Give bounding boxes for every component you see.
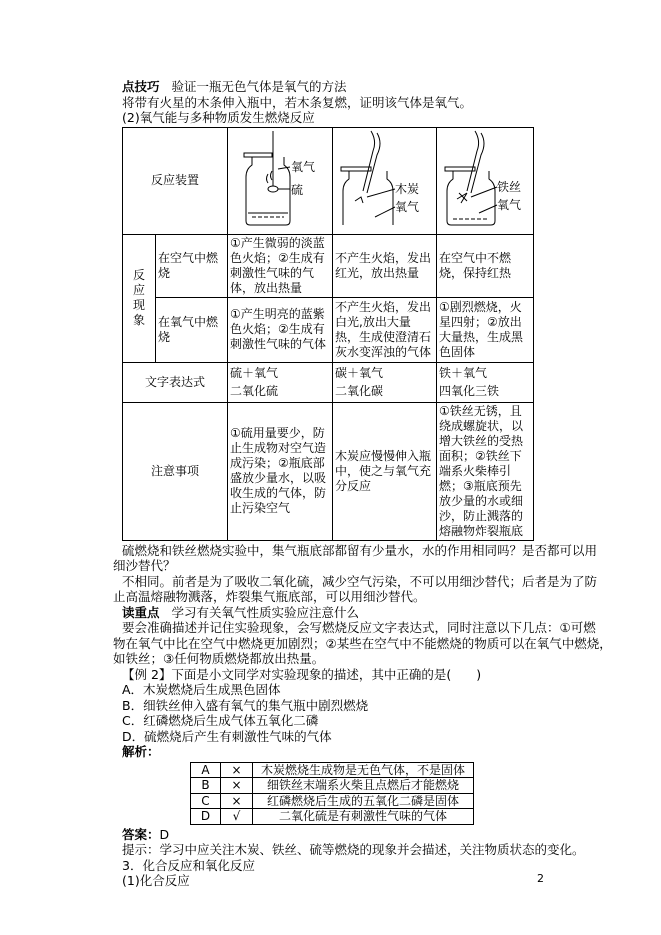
char: 现 xyxy=(132,298,145,312)
row-label-notes: 注意事项 xyxy=(123,402,228,540)
option-d: D．硫燃烧后产生有刺激性气味的气体 xyxy=(122,728,332,744)
row-label-oxygen: 在氧气中燃烧 xyxy=(156,297,228,362)
table-row xyxy=(191,762,474,778)
key-text: 物在氧气中比在空气中燃烧更加剧烈；②某些在空气中不能燃烧的物质可以在氧气中燃烧， xyxy=(113,635,612,651)
iron-bottle-icon xyxy=(439,129,531,229)
row-label-phenomenon xyxy=(123,234,156,362)
iron-apparatus xyxy=(437,127,534,234)
content-flow xyxy=(113,79,612,889)
sulfur-bottle-icon xyxy=(230,129,328,229)
tip-text: 将带有火星的木条伸入瓶中，若木条复燃，证明该气体是氧气。 xyxy=(122,94,473,110)
page-number: 2 xyxy=(537,872,544,885)
row-label-air: 在空气中燃烧 xyxy=(156,234,228,297)
product: 二氧化硫 xyxy=(230,383,279,398)
char: 象 xyxy=(132,313,145,327)
analysis-label: 解析： xyxy=(122,744,160,759)
cell: 木炭应慢慢伸入瓶中，使之与氧气充分反应 xyxy=(333,402,437,540)
cell: 二氧化硫是有刺激性气味的气体 xyxy=(253,809,474,825)
option-b: B．细铁丝伸入盛有氧气的集气瓶中剧烈燃烧 xyxy=(122,697,369,713)
cell xyxy=(333,362,437,402)
key-title: 学习有关氧气性质实验应注意什么 xyxy=(171,604,359,620)
label-oxygen: 氧气 xyxy=(395,199,420,214)
label-sulfur: 硫 xyxy=(291,182,304,197)
table-row xyxy=(191,809,474,825)
label-oxygen: 氧气 xyxy=(291,159,316,174)
cell: A xyxy=(191,762,221,778)
answer-line: 止高温熔融物溅落，炸裂集气瓶底部，可以用细沙替代。 xyxy=(113,589,426,604)
answer-label: 答案： xyxy=(122,826,160,842)
key-label: 读重点 xyxy=(122,604,160,620)
answer-line: 不相同。前者是为了吸收二氧化硫，减少空气污染，不可以用细沙替代；后者是为了防 xyxy=(122,573,598,589)
label-charcoal: 木炭 xyxy=(395,181,420,196)
cell: ①硫用量要少，防止生成物对空气造成污染；②瓶底部盛放少量水，以吸收生成的气体，防止污染空气 xyxy=(228,402,333,540)
cell: √ xyxy=(221,809,253,825)
label-iron: 铁丝 xyxy=(497,179,522,194)
answer-value: D xyxy=(159,826,170,842)
cell: ①铁丝无锈，且绕成螺旋状，以增大铁丝的受热面积；②铁丝下端系火柴棒引燃；③瓶底预先放少量的水或细沙，防止溅落的熔融物炸裂瓶底 xyxy=(437,402,534,540)
option-c: C．红磷燃烧后生成气体五氧化二磷 xyxy=(122,713,319,728)
table-row xyxy=(191,793,474,809)
question-line: 硫燃烧和铁丝燃烧实验中，集气瓶底部都留有少量水，水的作用相同吗？是否都可以用 xyxy=(122,542,598,558)
reactants: 铁＋氧气 xyxy=(439,365,488,380)
answer-line xyxy=(113,827,558,843)
reactants: 碳＋氧气 xyxy=(335,365,384,380)
analysis-table xyxy=(190,762,474,825)
example-question: 【例 2】下面是小文同学对实验现象的描述，其中正确的是( ) xyxy=(122,666,482,682)
label-oxygen: 氧气 xyxy=(497,197,522,212)
cell: D xyxy=(191,809,221,825)
section-heading: (2)氧气能与多种物质发生燃烧反应 xyxy=(122,110,315,125)
row-label-expression: 文字表达式 xyxy=(123,362,228,402)
charcoal-bottle-icon xyxy=(335,129,433,229)
tip-title: 验证一瓶无色气体是氧气的方法 xyxy=(171,79,347,94)
key-point-line xyxy=(113,605,558,621)
char: 应 xyxy=(132,283,145,297)
section-heading: 3．化合反应和氧化反应 xyxy=(122,857,255,873)
cell: 细铁丝末端系火柴且点燃后才能燃烧 xyxy=(253,778,474,794)
key-text: 如铁丝；③任何物质燃烧都放出热量。 xyxy=(113,651,325,666)
cell: 不产生火焰，发出红光，放出热量 xyxy=(333,234,437,297)
product: 四氧化三铁 xyxy=(439,383,500,398)
cell: ①剧烈燃烧，火星四射；②放出大量热，生成黑色固体 xyxy=(437,297,534,362)
cell: ①产生微弱的淡蓝色火焰；②生成有刺激性气味的气体，放出热量 xyxy=(228,234,333,297)
key-text: 要会准确描述并记住实验现象，会写燃烧反应文字表达式，同时注意以下几点：①可燃 xyxy=(122,620,596,635)
tip-line xyxy=(113,79,558,95)
cell: C xyxy=(191,793,221,809)
cell: B xyxy=(191,778,221,794)
cell: × xyxy=(221,793,253,809)
row-label-device: 反应装置 xyxy=(123,127,228,234)
cell: × xyxy=(221,762,253,778)
hint-text: 提示：学习中应关注木炭、铁丝、硫等燃烧的现象并会描述，关注物质状态的变化。 xyxy=(122,842,585,857)
reactants: 硫＋氧气 xyxy=(230,365,279,380)
cell: 木炭燃烧生成物是无色气体，不是固体 xyxy=(253,762,474,778)
product: 二氧化碳 xyxy=(335,383,384,398)
tip-label: 点技巧 xyxy=(122,79,160,94)
cell: 在空气中不燃烧，保持红热 xyxy=(437,234,534,297)
cell: 红磷燃烧后生成的五氧化二磷是固体 xyxy=(253,793,474,809)
char: 反 xyxy=(132,268,145,282)
question-line: 细沙替代？ xyxy=(113,558,176,573)
cell: × xyxy=(221,778,253,794)
table-row xyxy=(191,778,474,794)
cell xyxy=(228,362,333,402)
combustion-table xyxy=(122,127,534,541)
subsection-heading: (1)化合反应 xyxy=(122,873,190,888)
cell xyxy=(437,362,534,402)
cell: 不产生火焰，发出白光,放出大量热，生成使澄清石灰水变浑浊的气体 xyxy=(333,297,437,362)
sulfur-apparatus xyxy=(228,127,333,234)
cell: ①产生明亮的蓝紫色火焰；②生成有刺激性气味的气体 xyxy=(228,297,333,362)
charcoal-apparatus xyxy=(333,127,437,234)
option-a: A．木炭燃烧后生成黑色固体 xyxy=(122,682,281,697)
